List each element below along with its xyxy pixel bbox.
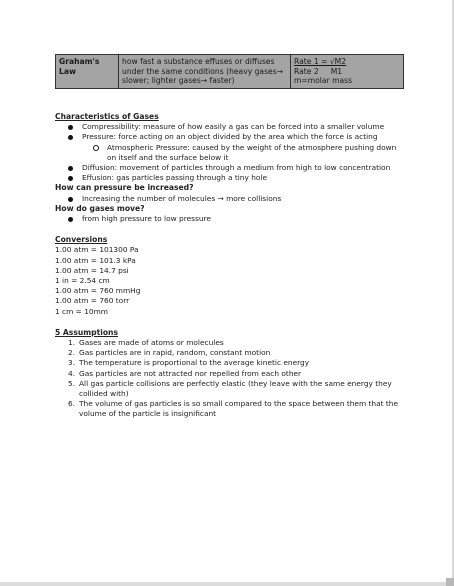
sub-list [55,143,405,163]
item-text: Gases are made of atoms or molecules [79,338,224,348]
list-item: 1.00 atm = 760 mmHg [55,286,141,296]
answer-list-increase [55,194,405,204]
item-number: 5. [68,378,76,388]
table-row [56,55,404,89]
section-title-characteristics: Characteristics of Gases [55,112,159,121]
page-edge-bottom [0,582,454,586]
list-item: 1 cm = 10mm [55,306,109,316]
characteristics-list [55,122,405,183]
list-item: 1.00 atm = 101.3 kPa [55,255,136,265]
item-number: 2. [68,348,76,358]
list-item: 1.00 atm = 101300 Pa [55,245,139,255]
sub-list-item: Atmospheric Pressure: caused by the weight of the atmosphere pushing down on itself and the surface below it [55,143,405,163]
list-item [55,379,405,399]
item-text: Gas particles are not attracted nor repelled from each other [79,368,302,378]
list-item-text: Pressure: force acting on an object divided by the area which the force is acting [82,132,378,142]
item-text: Gas particles are in rapid, random, constant motion [79,348,271,358]
assumptions-list [55,338,405,420]
item-text: All gas particle collisions are perfectly elastic (they leave with the same energy they collided with) [79,378,392,399]
list-item [55,348,405,358]
grahams-law-table [55,54,404,89]
answer-list-move [55,214,405,224]
grahams-law-term: Graham's Law [56,55,119,89]
list-item: Diffusion: movement of particles through a medium from high to low concentration [55,163,405,173]
item-text: The volume of gas particles is so small compared to the space between them that the volume of the particle is insignificant [79,399,399,419]
page-corner [446,578,454,586]
formula-line-1: Rate 1 = √M2 [294,57,347,66]
list-item [55,132,405,163]
item-number: 6. [68,399,76,409]
list-item: 1.00 atm = 760 torr [55,296,130,306]
section-title-conversions: Conversions [55,235,108,245]
question-increase-pressure: How can pressure be increased? [55,183,194,193]
list-item [55,358,405,368]
list-item [55,338,405,348]
question-gases-move: How do gases move? [55,203,145,213]
section-title-assumptions: 5 Assumptions [55,327,118,337]
grahams-law-definition: how fast a substance effuses or diffuses under the same conditions (heavy gases→ slower; lighter gases→ faster) [119,55,291,89]
list-item: Increasing the number of molecules → more collisions [55,194,405,204]
notes-content [55,112,405,420]
list-item [55,369,405,379]
list-item: 1.00 atm = 14.7 psi [55,265,129,275]
formula-line-2: Rate 2 M1 [294,66,343,76]
list-item: Compressibility: measure of how easily a gas can be forced into a smaller volume [55,122,405,132]
list-item: Effusion: gas particles passing through a tiny hole [55,173,405,183]
item-number: 4. [68,368,76,378]
item-number: 3. [68,358,76,368]
list-item: 1 in = 2.54 cm [55,276,110,286]
grahams-law-formula-cell [291,55,404,89]
formula-line-3: m=molar mass [294,76,353,86]
item-number: 1. [68,338,76,348]
list-item [55,399,405,419]
item-text: The temperature is proportional to the average kinetic energy [79,358,310,368]
list-item: from high pressure to low pressure [55,214,405,224]
conversions-list [55,245,405,316]
